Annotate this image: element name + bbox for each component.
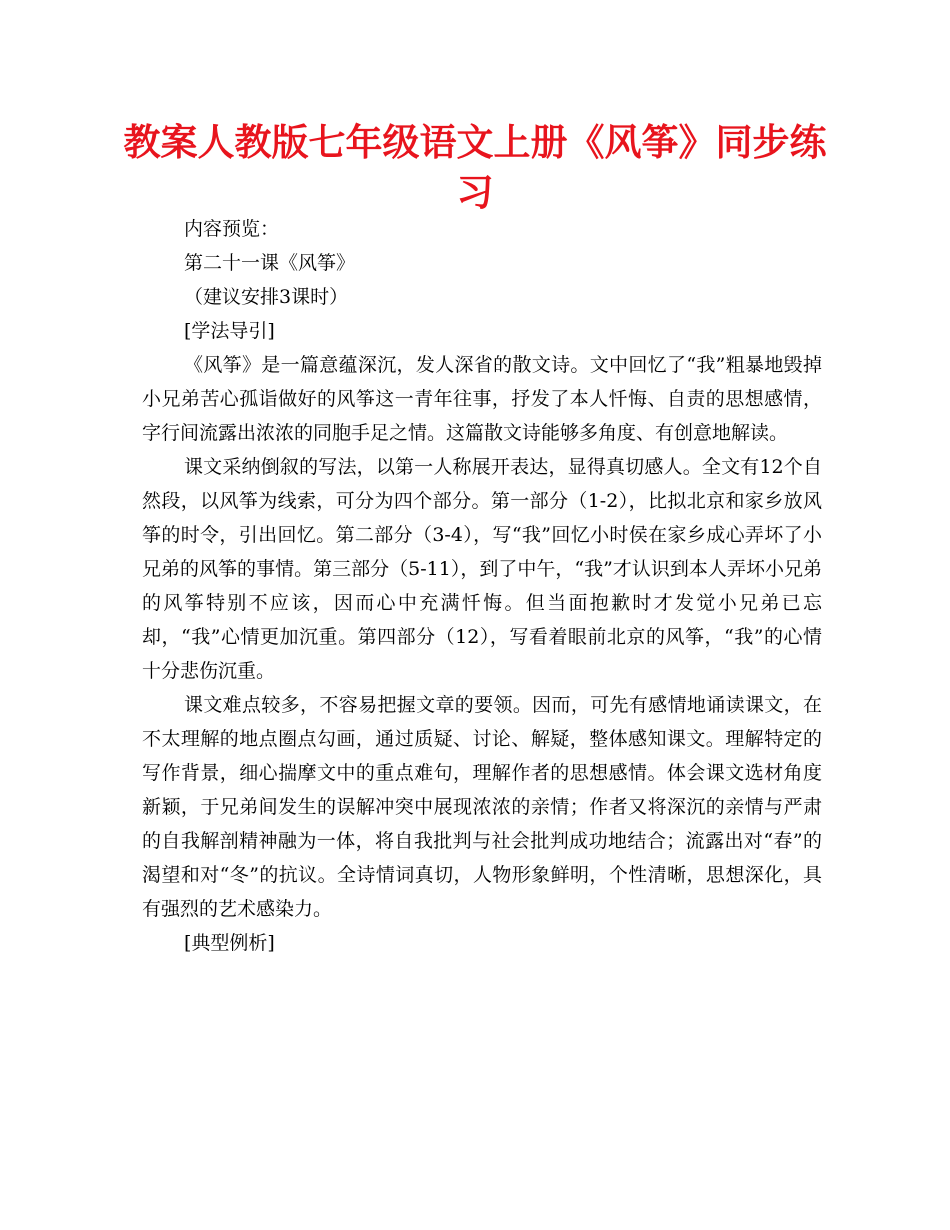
paragraph-intro: 《风筝》是一篇意蕴深沉，发人深省的散文诗。文中回忆了“我”粗暴地毁掉小兄弟苦心孤诣做好的风筝这一青年往事，抒发了本人忏悔、自责的思想感情，字行间流露出浓浓的同胞手足之情。这篇散文诗能够多角度、有创意地解读。 bbox=[142, 354, 822, 444]
paragraph-structure: 课文采纳倒叙的写法，以第一人称展开表达，显得真切感人。全文有12个自然段，以风筝为线索，可分为四个部分。第一部分（1-2），比拟北京和家乡放风筝的时令，引出回忆。第二部分（3-4），写“我”回忆小时侯在家乡成心弄坏了小兄弟的风筝的事情。第三部分（5-11），到了中午，“我”才认识到本人弄坏小兄弟的风筝特别不应该，因而心中充满忏悔。但当面抱歉时才发觉小兄弟已忘却，“我”心情更加沉重。第四部分（12），写看着眼前北京的风筝，“我”的心情十分悲伤沉重。 bbox=[142, 456, 822, 682]
lesson-title: 第二十一课《风筝》 bbox=[184, 252, 356, 274]
paragraph-difficulty: 课文难点较多，不容易把握文章的要领。因而，可先有感情地诵读课文，在不太理解的地点圈点勾画，通过质疑、讨论、解疑，整体感知课文。理解特定的写作背景，细心揣摩文中的重点难句，理解作者的思想感情。体会课文选材角度新颖，于兄弟间发生的误解冲突中展现浓浓的亲情；作者又将深沉的亲情与严肃的自我解剖精神融为一体，将自我批判与社会批判成功地结合；流露出对“春”的渴望和对“冬”的抗议。全诗情词真切，人物形象鲜明，个性清晰，思想深化，具有强烈的艺术感染力。 bbox=[142, 694, 822, 920]
schedule-note: （建议安排3课时） bbox=[184, 286, 349, 308]
section-heading-examples: [典型例析] bbox=[184, 932, 275, 954]
preview-label: 内容预览： bbox=[184, 218, 280, 240]
section-heading-study-guide: [学法导引] bbox=[184, 320, 275, 342]
document-body bbox=[142, 212, 822, 960]
document-title: 教案人教版七年级语文上册《风筝》同步练习 bbox=[123, 121, 827, 214]
